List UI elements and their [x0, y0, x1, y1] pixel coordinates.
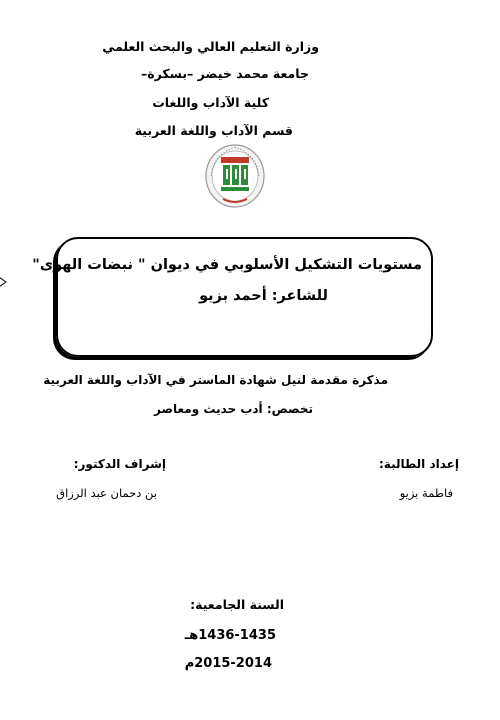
- university-heading: جامعة محمد خيضر –بسكرة–: [140, 66, 309, 81]
- ministry-heading: وزارة التعليم العالي والبحث العلمي: [102, 39, 319, 54]
- memo-description: مذكرة مقدمة لنيل شهادة الماستر في الآداب واللغة العربية: [43, 373, 388, 387]
- academic-year-label: السنة الجامعية:: [190, 597, 284, 612]
- academic-year-hijri: 1436-1435هـ: [184, 628, 276, 643]
- specialty-line: تخصص: أدب حديث ومعاصر: [153, 402, 313, 416]
- cursor-arrow-icon: [0, 276, 8, 288]
- student-name: فاطمة بزيو: [399, 486, 453, 500]
- thesis-poet: للشاعر: أحمد بزيو: [199, 288, 328, 304]
- university-emblem-icon: [203, 143, 267, 215]
- prepared-by-label: إعداد الطالبة:: [379, 457, 459, 471]
- academic-year-gregorian: 2015-2014م: [184, 656, 272, 671]
- supervisor-name: بن دحمان عبد الرزاق: [56, 486, 157, 500]
- supervisor-label: إشراف الدكتور:: [73, 457, 166, 471]
- department-heading: قسم الآداب واللغة العربية: [134, 123, 293, 138]
- thesis-title: مستويات التشكيل الأسلوبي في ديوان " نبضات الهوى": [32, 257, 422, 273]
- faculty-heading: كلية الآداب واللغات: [152, 95, 269, 110]
